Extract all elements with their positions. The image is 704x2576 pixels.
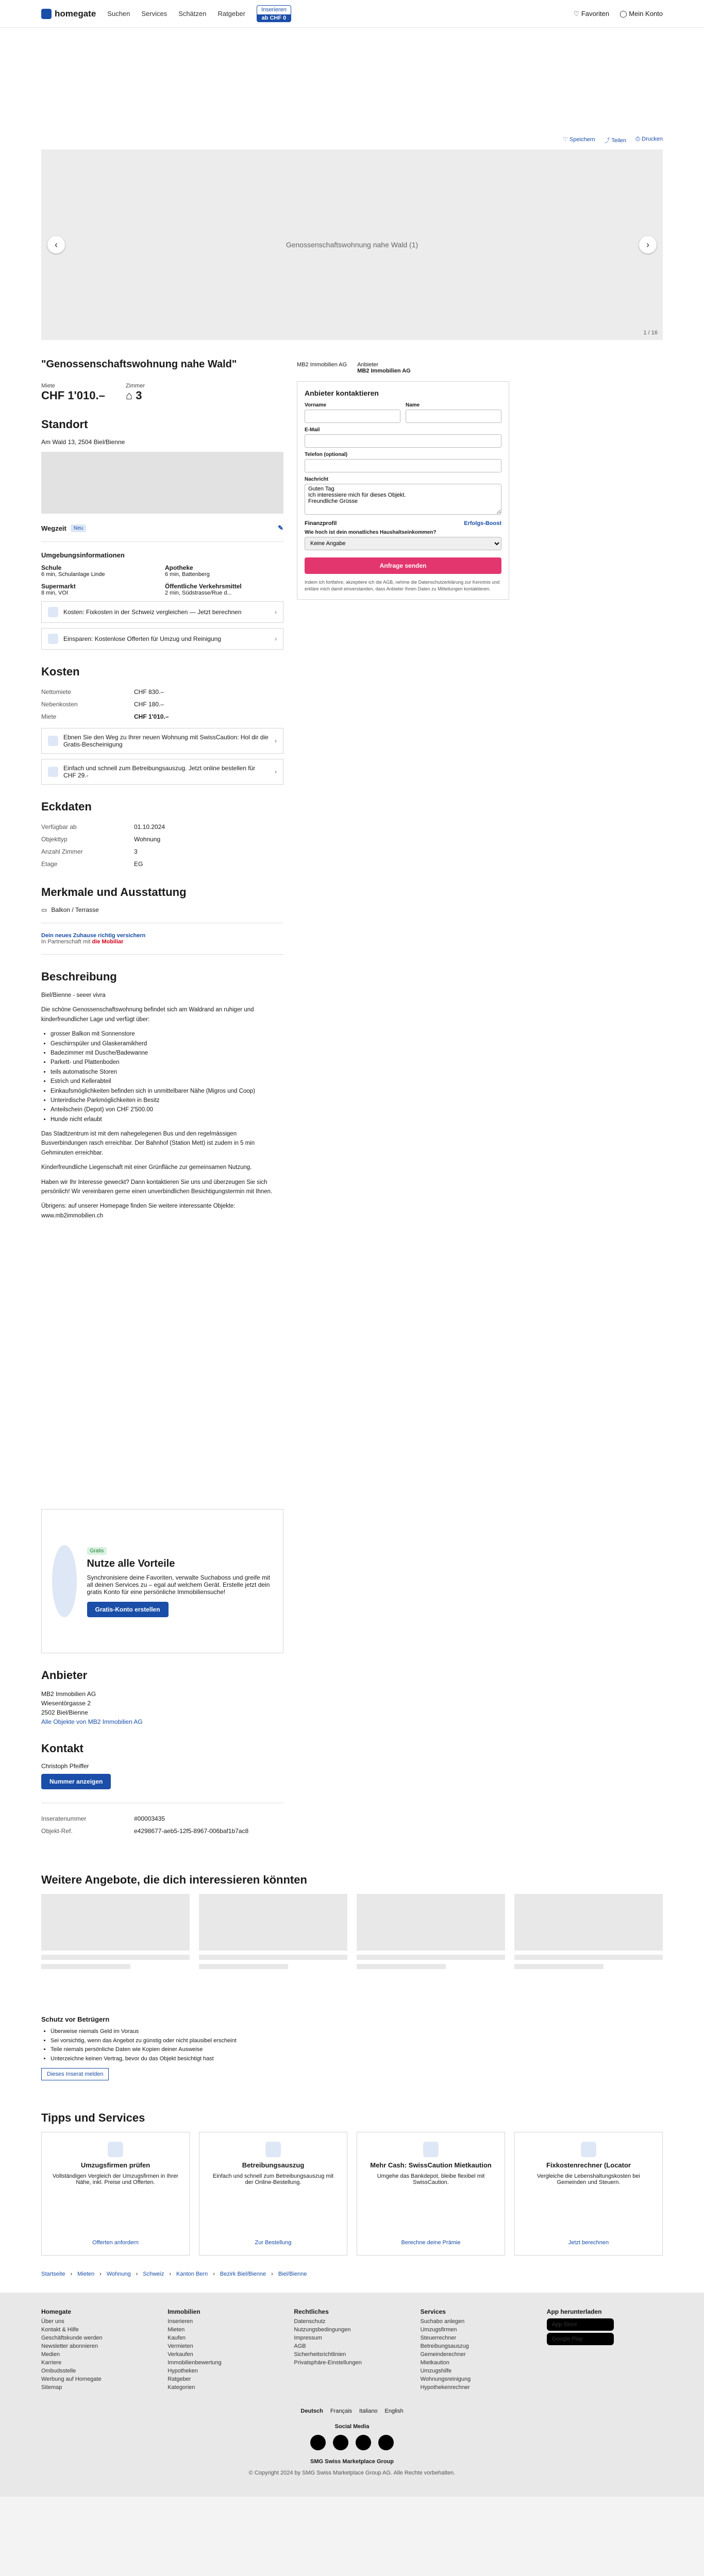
provider-info: MB2 Immobilien AG Wiesentörgasse 2 2502 Biel/Bienne Alle Objekte von MB2 Immobilien AG	[41, 1690, 143, 1726]
table-row: Nettomiete CHF 830.–	[41, 688, 164, 696]
table-row: Objekttyp Wohnung	[41, 836, 161, 843]
chevron-right-icon: ›	[275, 635, 277, 642]
tip-card: Umzugsfirmen prüfen Vollständigen Vergleich der Umzugsfirmen in Ihrer Nähe, inkl. Preise und Offerten. Offerten anfordern	[41, 2132, 190, 2256]
truck-icon	[48, 634, 58, 644]
phone-input[interactable]	[305, 459, 501, 472]
rooms-value: ⌂ 3	[125, 389, 142, 402]
mobiliar-logo: die Mobiliar	[92, 939, 124, 945]
details-title: Eckdaten	[41, 800, 92, 813]
nav-services[interactable]: Services	[141, 10, 167, 18]
share-button[interactable]: ⤴ Teilen	[604, 138, 627, 144]
nav-ratgeber[interactable]: Ratgeber	[217, 10, 245, 18]
extract-tile[interactable]: Einfach und schnell zum Betreibungsauszug. Jetzt online bestellen für CHF 29.- ›	[41, 759, 283, 785]
document-icon	[265, 2142, 281, 2157]
ad-space	[0, 28, 704, 131]
chevron-right-icon[interactable]: ›	[639, 236, 657, 253]
nav-suchen[interactable]: Suchen	[107, 10, 130, 18]
reference-table	[41, 1812, 283, 1837]
listing-actions	[41, 131, 663, 149]
table-row: Objekt-Ref. e4298677-aeb5-12f5-8967-006baf1b7ac8	[41, 1827, 249, 1835]
chevron-left-icon[interactable]: ‹	[47, 236, 65, 253]
tips-title: Tipps und Services	[41, 2111, 145, 2124]
table-row: Nebenkosten CHF 180.–	[41, 701, 164, 708]
swisscaution-tile[interactable]: Ebnen Sie den Weg zu Ihrer neuen Wohnung mit SwissCaution: Hol dir die Gratis-Bescheinigung ›	[41, 728, 283, 754]
legal-text: Indem ich fortfahre, akzeptiere ich die AGB, nehme die Datenschutzerklärung zur Kenntnis und erkläre mich damit einverstanden, dass Anbieter Ihnen Daten zu Mitteilungen kontaktieren.	[305, 580, 500, 591]
tip-card: Fixkostenrechner (Locator Vergleiche die Lebenshaltungskosten bei Gemeinden und Steuern. Jetzt berechnen	[514, 2132, 663, 2256]
contact-title: Kontakt	[41, 1742, 83, 1755]
youtube-icon[interactable]	[333, 2435, 348, 2450]
image-gallery[interactable]	[41, 149, 663, 340]
edit-icon[interactable]: ✎	[278, 524, 283, 532]
surroundings-title: Umgebungsinformationen	[41, 551, 125, 559]
income-select[interactable]	[305, 537, 501, 550]
tip-card: Mehr Cash: SwissCaution Mietkaution Umgehe das Bankdepot, bleibe flexibel mit SwissCaution. Berechne deine Prämie	[357, 2132, 505, 2256]
account-link[interactable]: ◯ Mein Konto	[619, 9, 663, 18]
email-input[interactable]	[305, 434, 501, 448]
moving-tile[interactable]: Einsparen: Kostenlose Offerten für Umzug und Reinigung ›	[41, 628, 283, 650]
surroundings-grid: Schule 6 min, Schulanlage Linde Apotheke 6 min, Battenberg Supermarkt 8 min, VOI Öffentliche Verkehrsmittel 2 min, Südstrasse/Rue d...	[41, 564, 242, 596]
balcony-icon: ▭	[41, 906, 47, 913]
features-title: Merkmale und Ausstattung	[41, 886, 187, 899]
first-name-input[interactable]	[305, 410, 400, 423]
contact-form: Anbieter kontaktieren Vorname Name E-Mail Telefon (optional) Nachricht Guten Tag Ich interessiere mich für dieses Objekt. Freundliche Grüsse Finanzprofil Erfolgs-Boost Wie hoch ist dein monatliches Haushaltseinkommen? Keine Angabe Anfrage senden Indem ich fortfahre, akzeptiere ich die AGB, nehme die Datenschutzerklärung zur Kenntnis und erkläre mich damit einverstanden, dass Anbieter Ihnen Daten zu Mitteilungen kontaktieren.	[297, 381, 509, 600]
google-play-button[interactable]: Google Play	[547, 2333, 614, 2345]
costs-table	[41, 686, 283, 723]
tips-cards	[41, 2132, 663, 2256]
listing-card[interactable]	[514, 1894, 663, 1969]
top-navigation	[0, 0, 704, 28]
travel-time[interactable]: Wegzeit Neu ✎	[41, 524, 283, 532]
table-row: Inseratenummer #00003435	[41, 1815, 165, 1823]
more-title: Weitere Angebote, die dich interessieren könnten	[41, 1873, 307, 1887]
feature-balcony: ▭ Balkon / Terrasse	[41, 906, 99, 913]
last-name-input[interactable]	[406, 410, 501, 423]
linkedin-icon[interactable]	[356, 2435, 371, 2450]
footer: Homegate Über uns Kontakt & Hilfe Geschäftskunde werden Newsletter abonnieren Medien Karriere Ombudsstelle Werbung auf Homegate Sitemap Immobilien Inserieren Mieten Kaufen Vermieten Verkaufen Immobilienbewertung Hypotheken Ratgeber Kategorien Rechtliches Datenschutz Nutzungsbedingungen Impressum AGB Sicherheitsrichtlinien Privatsphäre-Einstellungen Services Suchabo anlegen Umzugsfirmen Steuerrechner Betreibungsauszug Gemeinderechner Mietkaution Umzugshilfe Wohnungsreinigung Hypothekenrechner App herunterladen App Store Google Play Deutsch Français Italiano English Social Media SMG Swiss Marketplace Group © Copyright 2024 by SMG Swiss Marketplace Group AG. Alle Rechte vorbehalten.	[0, 2293, 704, 2497]
listing-title: "Genossenschaftswohnung nahe Wald"	[41, 359, 237, 370]
table-row: Verfügbar ab 01.10.2024	[41, 823, 165, 831]
favorites-link[interactable]: ♡ Favoriten	[573, 9, 610, 18]
logo[interactable]: homegate	[41, 9, 96, 19]
calculator-icon	[48, 607, 58, 617]
table-row: Anzahl Zimmer 3	[41, 848, 138, 855]
account-promo: Gratis Nutze alle Vorteile Synchronisiere deine Favoriten, verwalte Suchaboss und greife mit all deinen Services zu – egal auf welchem Gerät. Erstelle jetzt dein gratis Konto für eine persönliche Immobiliensuche! Gratis-Konto erstellen	[41, 1509, 283, 1653]
breadcrumb: Startseite › Mieten › Wohnung › Schweiz › Kanton Bern › Bezirk Biel/Bienne › Biel/Bienne	[41, 2270, 307, 2277]
facebook-icon[interactable]	[310, 2435, 326, 2450]
chevron-right-icon: ›	[275, 608, 277, 616]
rent-value: CHF 1'010.–	[41, 389, 105, 402]
agency-header: MB2 Immobilien AG Anbieter MB2 Immobilien AG	[297, 362, 411, 374]
fraud-box: Schutz vor Betrügern • Überweise niemals Geld im Voraus • Sei vorsichtig, wenn das Angebot zu günstig oder nicht plausibel erscheint • Teile niemals persönliche Daten wie Kopien deiner Ausweise • Unterzeichne keinen Vertrag, bevor du das Objekt besichtigt hast Dieses Inserat melden	[41, 2015, 663, 2080]
calculator-icon	[581, 2142, 596, 2157]
similar-listings	[41, 1894, 663, 1969]
show-number-button[interactable]: Nummer anzeigen	[41, 1774, 111, 1789]
tip-card: Betreibungsauszug Einfach und schnell zum Betreibungsauszug mit der Online-Bestellung. Zur Bestellung	[199, 2132, 347, 2256]
provider-title: Anbieter	[41, 1669, 88, 1682]
table-row: Etage EG	[41, 860, 143, 868]
shield-icon	[423, 2142, 439, 2157]
shield-icon	[48, 736, 58, 746]
details-table	[41, 821, 283, 870]
save-button[interactable]: ♡ Speichern	[563, 137, 595, 143]
report-button[interactable]: Dieses Inserat melden	[41, 2068, 109, 2080]
print-button[interactable]: ⎙ Drucken	[635, 136, 663, 142]
nav-schaetzen[interactable]: Schätzen	[178, 10, 207, 18]
insurance-banner[interactable]: Dein neues Zuhause richtig versichern In Partnerschaft mit die Mobiliar	[41, 933, 146, 945]
gallery-image: Genossenschaftswohnung nahe Wald (1)	[286, 241, 418, 249]
new-badge: Neu	[71, 524, 86, 532]
insert-promo-button[interactable]: Inserieren ab CHF 0	[257, 5, 291, 22]
x-icon[interactable]	[378, 2435, 394, 2450]
document-icon	[48, 767, 58, 777]
account-illustration	[52, 1545, 77, 1617]
rent-label: Miete	[41, 383, 55, 389]
location-title: Standort	[41, 418, 88, 431]
boost-link[interactable]: Erfolgs-Boost	[464, 520, 501, 527]
language-switcher: Deutsch Français Italiano English	[300, 2408, 404, 2414]
listing-card[interactable]	[41, 1894, 190, 1969]
truck-icon	[108, 2142, 123, 2157]
homegate-logo-icon	[41, 9, 52, 19]
listing-card[interactable]	[357, 1894, 505, 1969]
rooms-label: Zimmer	[125, 383, 145, 389]
free-badge: Gratis	[87, 1547, 107, 1555]
message-input[interactable]	[305, 484, 501, 515]
description-body: Biel/Bienne - seeer vivra Die schöne Genossenschaftswohnung befindet sich am Waldrand an ruhiger und kinderfreundlicher Lage und verfügt über: • grosser Balkon mit Sonnenstore • Geschirrspüler und Glaskeramikherd • Badezimmer mit Dusche/Badewanne • Parkett- und Plattenboden • teils automatische Storen • Estrich und Kellerabteil • Einkaufsmöglichkeiten befinden sich in unmittelbarer Nähe (Migros und Coop) • Unterirdische Parkmöglichkeiten in Besitz • Anteilschein (Depot) von CHF 2'500.00 • Hunde nicht erlaubt Das Stadtzentrum ist mit dem nahegelegenen Bus und den regelmässigen Busverbindungen rasch erreichbar. Der Bahnhof (Station Mett) ist zudem in 5 min Gehminuten erreichbar. Kinderfreundliche Liegenschaft mit einer Grünfläche zur gemeinsamen Nutzung. Haben wir Ihr Interesse geweckt? Dann kontaktieren Sie uns und überzeugen Sie sich persönlich! Wir vereinbaren gerne einen unverbindlichen Besichtigungstermin mit Ihnen. Übrigens: auf unserer Homepage finden Sie weitere interessante Objekte: www.mb2immobilien.ch	[41, 991, 283, 1494]
listing-card[interactable]	[199, 1894, 347, 1969]
all-objects-link[interactable]: Alle Objekte von MB2 Immobilien AG	[41, 1718, 143, 1726]
create-account-button[interactable]: Gratis-Konto erstellen	[87, 1602, 169, 1617]
map[interactable]	[41, 452, 283, 514]
table-row: Miete CHF 1'010.–	[41, 713, 169, 720]
submit-button[interactable]: Anfrage senden	[305, 557, 501, 574]
fixcost-tile[interactable]: Kosten: Fixkosten in der Schweiz vergleichen — Jetzt berechnen ›	[41, 601, 283, 623]
image-counter: 1 / 16	[643, 330, 658, 336]
address: Am Wald 13, 2504 Biel/Bienne	[41, 438, 125, 446]
description-title: Beschreibung	[41, 970, 117, 983]
app-store-button[interactable]: App Store	[547, 2318, 614, 2331]
costs-title: Kosten	[41, 665, 80, 678]
